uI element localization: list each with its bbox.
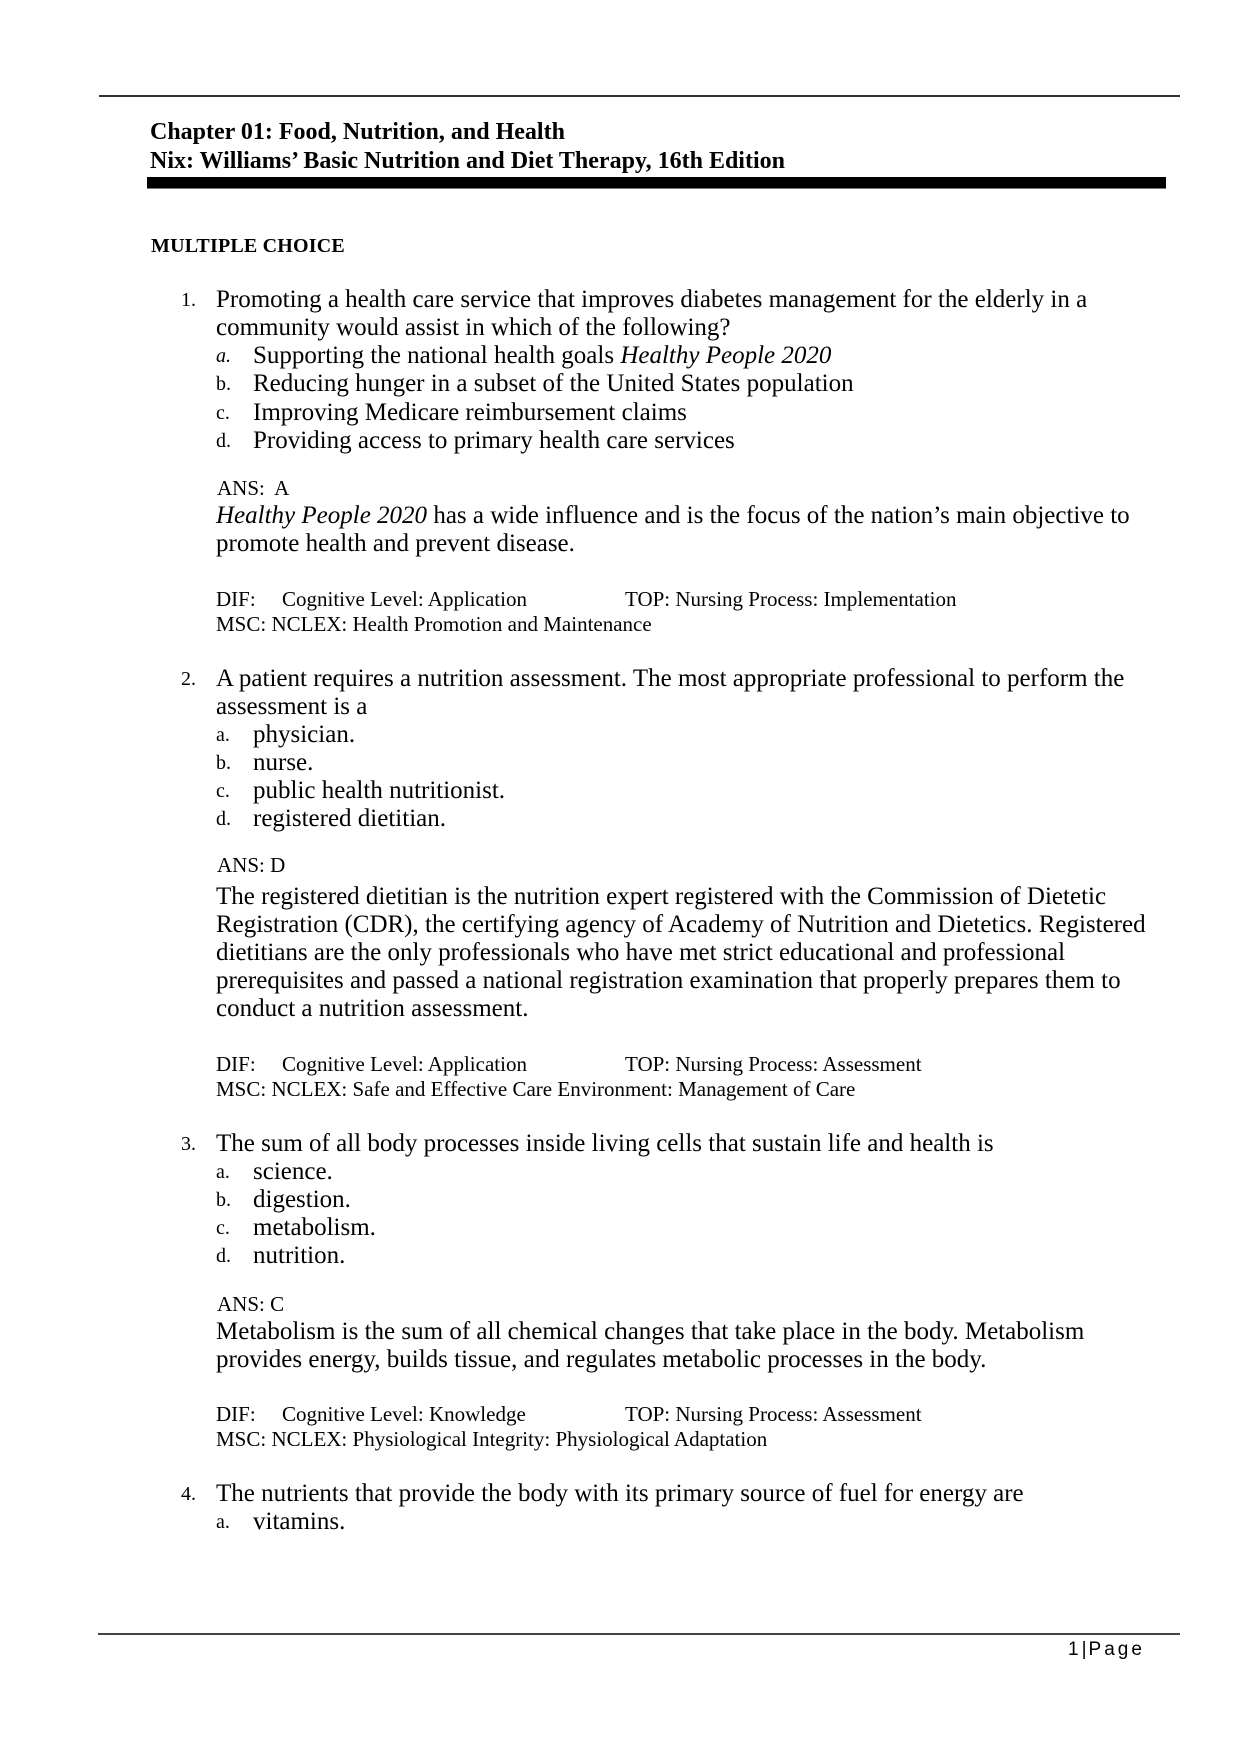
rationale-line: promote health and prevent disease.	[216, 530, 575, 557]
topic: TOP: Nursing Process: Implementation	[625, 587, 957, 611]
topic: TOP: Nursing Process: Assessment	[625, 1402, 922, 1426]
option-letter: c.	[216, 780, 230, 802]
question-number: 4.	[181, 1483, 196, 1505]
rationale-line: prerequisites and passed a national registration examination that properly prepares them to	[216, 967, 1121, 994]
answer-key: ANS: D	[217, 853, 286, 877]
option-letter: a.	[216, 345, 231, 367]
msc-category: MSC: NCLEX: Safe and Effective Care Environment: Management of Care	[216, 1077, 856, 1101]
question-number: 3.	[181, 1133, 196, 1155]
rationale-line: dietitians are the only professionals who have met strict educational and professional	[216, 939, 1066, 966]
chapter-title: Chapter 01: Food, Nutrition, and Health	[150, 119, 565, 145]
option-letter: d.	[216, 1245, 231, 1267]
option-text: public health nutritionist.	[253, 777, 506, 804]
rationale-line: provides energy, builds tissue, and regulates metabolic processes in the body.	[216, 1346, 987, 1373]
option-text: Improving Medicare reimbursement claims	[253, 399, 687, 426]
question-stem-line: community would assist in which of the following?	[216, 314, 731, 341]
option-letter: a.	[216, 724, 230, 746]
rationale-line	[216, 502, 1130, 530]
question-stem-line: Promoting a health care service that improves diabetes management for the elderly in a	[216, 286, 1088, 313]
question-stem-line: A patient requires a nutrition assessment. The most appropriate professional to perform the	[216, 665, 1125, 692]
footer-rule	[98, 1633, 1180, 1635]
section-heading: MULTIPLE CHOICE	[151, 235, 345, 257]
option-letter: b.	[216, 373, 231, 395]
rationale-line: Registration (CDR), the certifying agency of Academy of Nutrition and Dietetics. Registered	[216, 911, 1146, 938]
option-text: metabolism.	[253, 1214, 376, 1241]
option-text: nurse.	[253, 749, 314, 776]
question-stem-line: The sum of all body processes inside living cells that sustain life and health is	[216, 1130, 994, 1157]
difficulty-value: Cognitive Level: Knowledge	[282, 1402, 526, 1426]
header-rule	[99, 95, 1180, 97]
title-underline-bar	[147, 177, 1166, 189]
page-footer	[1068, 1638, 1145, 1662]
option-letter: a.	[216, 1161, 230, 1183]
option-letter: d.	[216, 430, 231, 452]
question-stem-line: assessment is a	[216, 693, 368, 720]
question-number: 1.	[181, 289, 196, 311]
difficulty-label: DIF:	[216, 1052, 256, 1076]
rationale-italic-title: Healthy People 2020	[216, 502, 428, 529]
option-text	[253, 342, 831, 370]
page-separator: |	[1081, 1639, 1089, 1660]
difficulty-label: DIF:	[216, 587, 256, 611]
question-number: 2.	[181, 668, 196, 690]
option-letter: b.	[216, 1189, 231, 1211]
option-italic-title: Healthy People 2020	[620, 342, 832, 369]
difficulty-value: Cognitive Level: Application	[282, 587, 527, 611]
option-text: physician.	[253, 721, 356, 748]
rationale-line: The registered dietitian is the nutrition expert registered with the Commission of Dietetic	[216, 883, 1107, 910]
option-text: digestion.	[253, 1186, 351, 1213]
difficulty-value: Cognitive Level: Application	[282, 1052, 527, 1076]
option-letter: d.	[216, 808, 231, 830]
option-letter: c.	[216, 402, 230, 424]
page-number: 1	[1068, 1639, 1082, 1660]
option-text: registered dietitian.	[253, 805, 446, 832]
page-label: Page	[1088, 1639, 1145, 1660]
answer-key: ANS: A	[217, 476, 290, 500]
book-title: Nix: Williams’ Basic Nutrition and Diet Therapy, 16th Edition	[150, 148, 785, 174]
question-stem-line: The nutrients that provide the body with its primary source of fuel for energy are	[216, 1480, 1024, 1507]
rationale-text-part: has a wide influence and is the focus of the nation’s main objective to	[427, 502, 1130, 529]
option-letter: b.	[216, 752, 231, 774]
option-letter: a.	[216, 1511, 230, 1533]
topic: TOP: Nursing Process: Assessment	[625, 1052, 922, 1076]
msc-category: MSC: NCLEX: Health Promotion and Maintenance	[216, 612, 652, 636]
option-text: vitamins.	[253, 1508, 346, 1535]
rationale-line: Metabolism is the sum of all chemical changes that take place in the body. Metabolism	[216, 1318, 1085, 1345]
rationale-line: conduct a nutrition assessment.	[216, 995, 529, 1022]
option-text: science.	[253, 1158, 333, 1185]
option-text-part: Supporting the national health goals	[253, 342, 621, 369]
option-text: Providing access to primary health care services	[253, 427, 735, 454]
difficulty-label: DIF:	[216, 1402, 256, 1426]
option-text: Reducing hunger in a subset of the United States population	[253, 370, 854, 397]
option-text: nutrition.	[253, 1242, 346, 1269]
answer-key: ANS: C	[217, 1292, 285, 1316]
msc-category: MSC: NCLEX: Physiological Integrity: Physiological Adaptation	[216, 1427, 768, 1451]
option-letter: c.	[216, 1217, 230, 1239]
